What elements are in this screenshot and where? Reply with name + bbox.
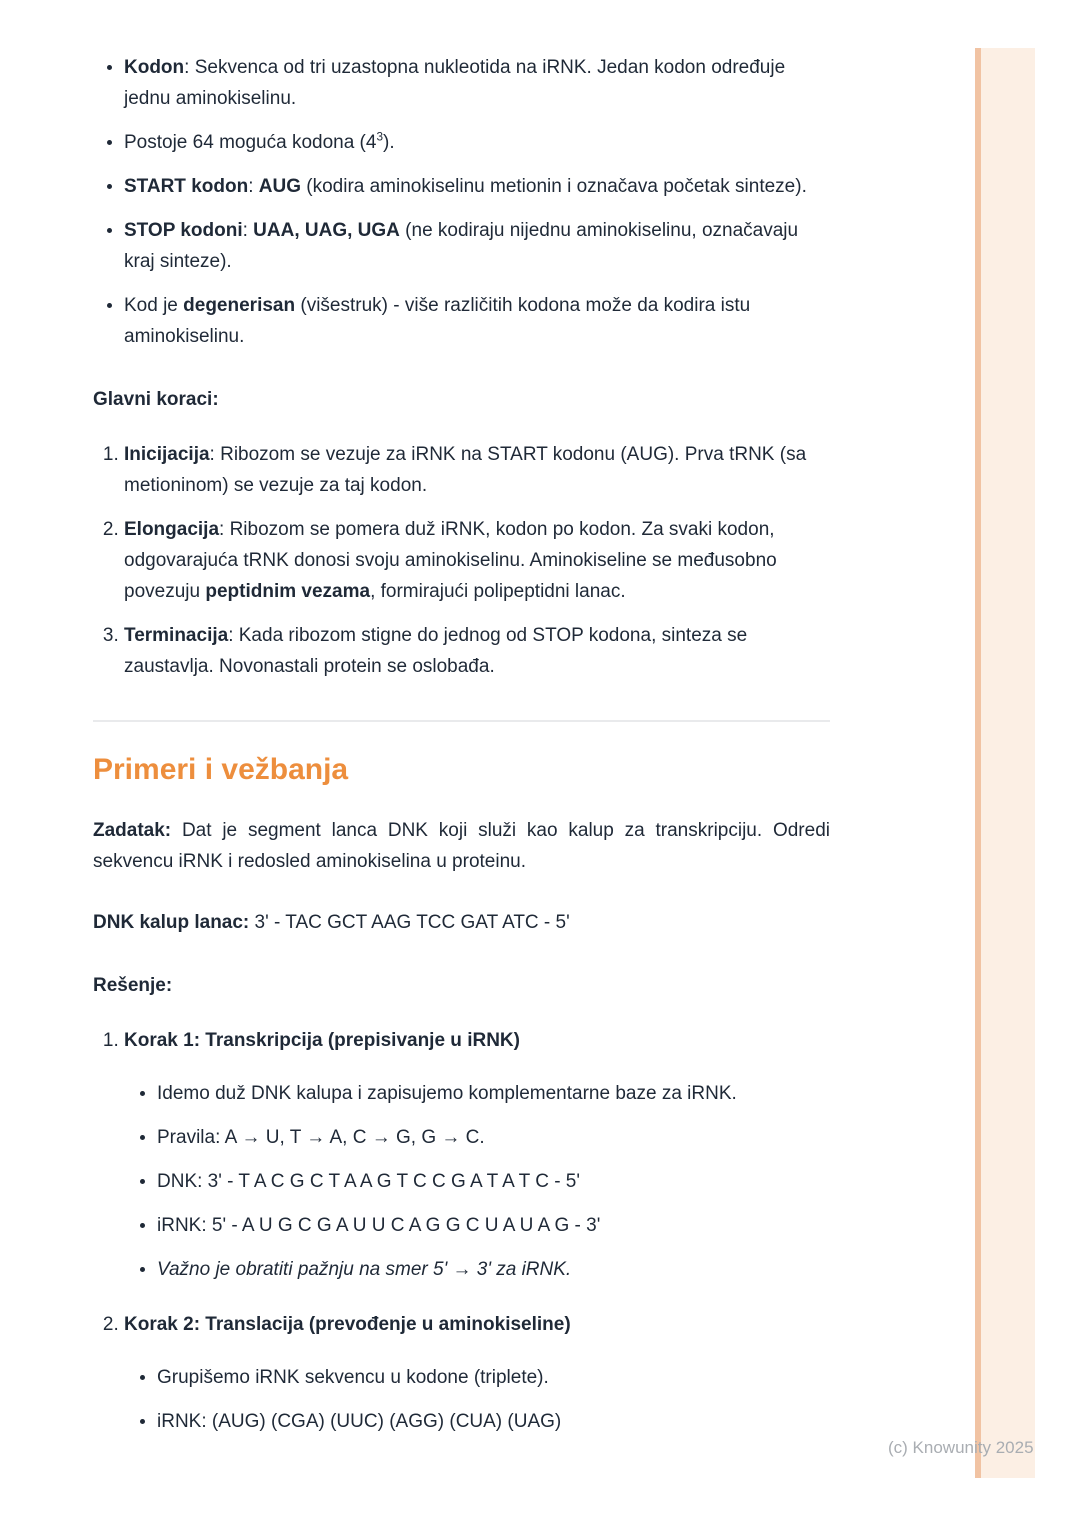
list-item — [157, 1122, 830, 1153]
list-item-text: iRNK: 5' - A U G C G A U U C A G G C U A U A G - 3' — [157, 1215, 601, 1236]
list-item — [124, 127, 830, 158]
list-item — [124, 290, 830, 352]
codon-facts-list — [93, 52, 830, 352]
list-item-text: Važno je obratiti pažnju na smer 5' → 3' za iRNK. — [157, 1259, 572, 1280]
dnk-template-line — [93, 907, 830, 938]
list-item-text: STOP kodoni: UAA, UAG, UGA (ne kodiraju nijednu aminokiselinu, označavaju kraj sinteze). — [124, 220, 799, 272]
list-item — [157, 1254, 830, 1285]
list-item — [157, 1406, 830, 1437]
list-item-text: Inicijacija: Ribozom se vezuje za iRNK na START kodonu (AUG). Prva tRNK (sa metioninom) se vezuje za taj kodon. — [124, 444, 807, 496]
list-item-text: Kod je degenerisan (višestruk) - više različitih kodona može da kodira istu aminokiselinu. — [124, 295, 751, 347]
step-title-text: Korak 1: Transkripcija (prepisivanje u iRNK) — [124, 1030, 520, 1051]
solution-step-2 — [124, 1309, 830, 1437]
step-title — [124, 1309, 830, 1340]
list-item-text: iRNK: (AUG) (CGA) (UUC) (AGG) (CUA) (UAG) — [157, 1411, 562, 1432]
solution-steps-list — [93, 1025, 830, 1437]
list-item-text: Postoje 64 moguća kodona $(4^3)$. — [124, 130, 395, 153]
list-item — [124, 171, 830, 202]
list-item-text: DNK: 3' - T A C G C T A A G T C C G A T A T C - 5' — [157, 1171, 580, 1192]
glavni-koraci-heading: Glavni koraci: — [93, 389, 219, 410]
list-item — [124, 620, 830, 682]
list-item-text: Terminacija: Kada ribozom stigne do jednog od STOP kodona, sinteza se zaustavlja. Novonastali protein se oslobađa. — [124, 625, 748, 677]
resenje-heading: Rešenje: — [93, 975, 173, 996]
list-item-text: Kodon: Sekvenca od tri uzastopna nukleotida na iRNK. Jedan kodon određuje jednu aminokiselinu. — [124, 57, 786, 109]
zadatak-text: Zadatak: Dat je segment lanca DNK koji služi kao kalup za transkripciju. Odredi sekvencu iRNK i redosled aminokiselina u proteinu. — [93, 820, 830, 872]
list-item — [157, 1078, 830, 1109]
list-item — [157, 1362, 830, 1393]
list-item — [124, 215, 830, 277]
dnk-template-text: DNK kalup lanac: 3' - TAC GCT AAG TCC GAT ATC - 5' — [93, 912, 570, 933]
step-title-text: Korak 2: Translacija (prevođenje u aminokiseline) — [124, 1314, 571, 1335]
solution-step-1 — [124, 1025, 830, 1285]
list-item-text: Elongacija: Ribozom se pomera duž iRNK, kodon po kodon. Za svaki kodon, odgovarajuća tRNK donosi svoju aminokiselinu. Aminokiseline se međusobno povezuju peptidnim vezama, formirajući polipeptidni lanac. — [124, 519, 777, 602]
list-item-text: START kodon: AUG (kodira aminokiselinu metionin i označava početak sinteze). — [124, 176, 807, 197]
list-item-text: Grupišemo iRNK sekvencu u kodone (triplete). — [157, 1367, 549, 1388]
list-item — [157, 1210, 830, 1241]
list-item — [124, 52, 830, 114]
main-steps-list — [93, 439, 830, 682]
step-1-bullets — [124, 1078, 830, 1285]
section-divider — [93, 720, 830, 722]
step-title — [124, 1025, 830, 1056]
list-item — [157, 1166, 830, 1197]
list-item-text: Pravila: A → U, T → A, C → G, G → C. — [157, 1127, 485, 1148]
list-item — [124, 439, 830, 501]
step-2-bullets — [124, 1362, 830, 1437]
section-heading: Primeri i vežbanja — [93, 753, 349, 786]
list-item — [124, 514, 830, 607]
copyright-watermark: (c) Knowunity 2025 — [888, 1438, 1034, 1457]
zadatak-paragraph — [93, 815, 830, 877]
list-item-text: Idemo duž DNK kalupa i zapisujemo komplementarne baze za iRNK. — [157, 1083, 737, 1104]
